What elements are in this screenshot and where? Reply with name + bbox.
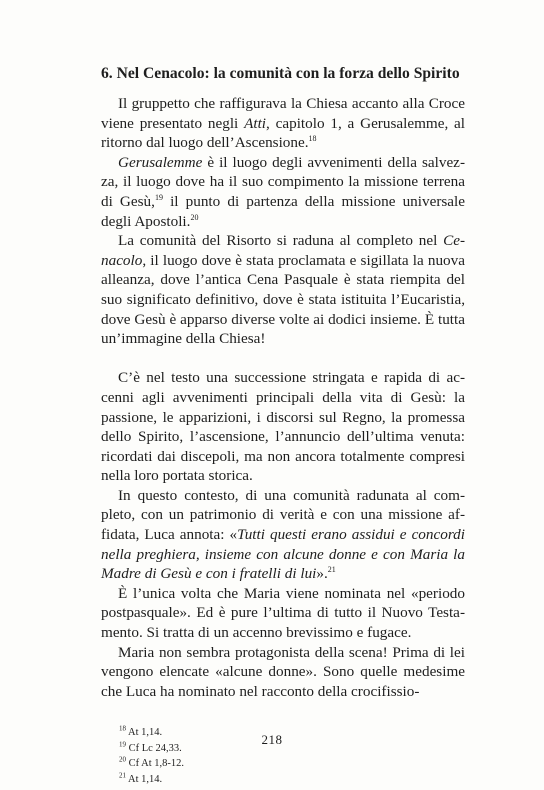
italic-text: Tutti questi erano assidui e concordi nella preghiera, insieme con alcune donne e con Maria la Madre di Gesù e con i fratelli di lui <box>101 526 465 583</box>
paragraph <box>101 153 465 231</box>
page-number: 218 <box>261 732 283 747</box>
footnote-ref: 18 <box>308 134 317 144</box>
footnote-text: At 1,14. <box>128 727 163 739</box>
footnote <box>101 772 465 787</box>
page-content <box>101 64 465 787</box>
footnote-number: 18 <box>119 724 126 733</box>
text-run: il punto di partenza della missione universale degli Apostoli. <box>101 192 466 230</box>
footnote-text: Cf At 1,8-12. <box>128 758 185 770</box>
italic-text: Cenacolo <box>101 232 465 269</box>
footnote-number: 20 <box>119 755 126 764</box>
paragraph <box>101 231 465 349</box>
footnote-text: Cf Lc 24,33. <box>128 742 182 754</box>
italic-text: Gerusalemme <box>118 153 203 171</box>
paragraph <box>101 584 465 643</box>
text-run: Il gruppetto che raffigurava la Chiesa accanto alla Croce viene presentato negli <box>101 95 465 132</box>
footnote-ref: 20 <box>190 212 199 222</box>
text-run: è il luogo degli avvenimenti della salvezza, il luogo dove ha il suo compimento la missione terrena di Gesù, <box>101 153 465 210</box>
body-text <box>101 94 465 701</box>
italic-text: Atti <box>244 114 267 132</box>
footnote <box>101 756 465 771</box>
paragraph <box>101 486 465 584</box>
footnote-ref: 19 <box>154 192 163 202</box>
text-run: C’è nel testo una successione stringata e rapida di accenni agli avvenimenti principali della vita di Gesù: la passione, le apparizioni, i discorsi sul Regno, la promessa dello Spirito, l’ascensione, l’annuncio dell’ultima venuta: ricordati dai discepoli, ma non ancora totalmente compresi nella loro portata storica. <box>101 369 465 485</box>
footnote-ref: 21 <box>327 565 336 575</box>
paragraph <box>101 368 465 486</box>
footnote-number: 21 <box>119 771 126 780</box>
footnote-number: 19 <box>119 740 126 749</box>
text-run: La comunità del Risorto si raduna al completo nel <box>118 232 444 250</box>
paragraph <box>101 643 465 702</box>
text-run: Maria non sembra protagonista della scena! Prima di lei vengono elencate «alcune donne». Sono quelle medesime che Luca ha nominato nel racconto della crocifissio- <box>101 643 465 700</box>
section-heading: 6. Nel Cenacolo: la comunità con la forza dello Spirito <box>101 65 460 82</box>
footnote-text: At 1,14. <box>128 773 163 785</box>
paragraph <box>101 94 465 153</box>
text-run: In questo contesto, di una comunità radunata al completo, con un patrimonio di verità e con una missione affidata, Luca annota: « <box>101 486 465 544</box>
text-run: , capitolo 1, a Gerusalemme, al ritorno dal luogo dell’Ascensione. <box>101 114 466 152</box>
text-run: , il luogo dove è stata proclamata e sigillata la nuova alleanza, dove l’antica Cena Pasquale è stata riempita del suo significato definitivo, dove è stata istituita l’Eucaristia, dove Gesù è apparso diverse volte ai dodici insieme. È tutta un’immagine della Chiesa! <box>101 251 465 348</box>
text-run: È l’unica volta che Maria viene nominata nel «periodo postpasquale». Ed è pure l’ultima di tutto il Nuovo Testamento. Si tratta di un accenno brevissimo e fugace. <box>101 584 465 642</box>
text-run: ». <box>316 565 328 583</box>
